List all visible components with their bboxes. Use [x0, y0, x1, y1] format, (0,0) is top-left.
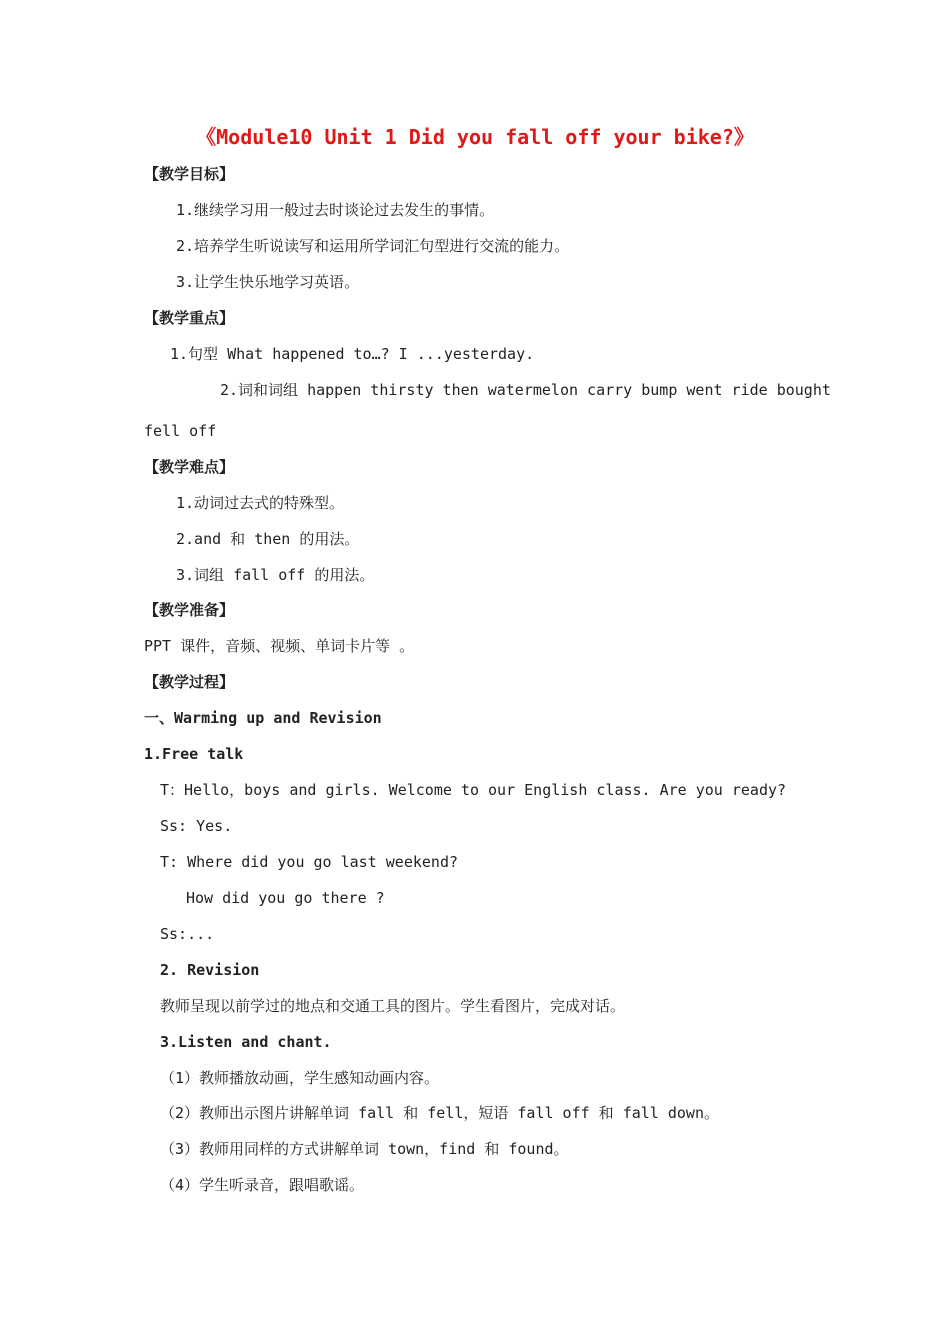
goal-item: 2.培养学生听说读写和运用所学词汇句型进行交流的能力。 [176, 237, 570, 255]
difficulty-item: 2.and 和 then 的用法。 [176, 530, 360, 548]
step-item: （4）学生听录音，跟唱歌谣。 [160, 1176, 365, 1194]
difficulty-item: 1.动词过去式的特殊型。 [176, 494, 345, 512]
goal-item: 3.让学生快乐地学习英语。 [176, 273, 360, 291]
document-title: 《Module10 Unit 1 Did you fall off your bike?》 [196, 125, 754, 149]
preparation-heading: 【教学准备】 [144, 601, 235, 619]
key-point-item-continued: fell off [144, 422, 217, 440]
difficulties-heading: 【教学难点】 [144, 458, 235, 476]
goal-item: 1.继续学习用一般过去时谈论过去发生的事情。 [176, 201, 495, 219]
step-item: （2）教师出示图片讲解单词 fall 和 fell，短语 fall off 和 fall down。 [160, 1104, 719, 1122]
goals-heading: 【教学目标】 [144, 165, 235, 183]
key-point-item: 1.句型 What happened to…? I ...yesterday. [170, 345, 535, 363]
dialogue-line: Ss: Yes. [160, 817, 233, 835]
step-heading: 3.Listen and chant. [160, 1033, 332, 1051]
dialogue-line: T：Hello，boys and girls. Welcome to our English class. Are you ready? [160, 781, 787, 799]
section-heading: 一、Warming up and Revision [144, 709, 382, 727]
key-points-heading: 【教学重点】 [144, 309, 235, 327]
preparation-text: PPT 课件，音频、视频、单词卡片等 。 [144, 637, 415, 655]
step-heading: 2. Revision [160, 961, 260, 979]
step-item: （3）教师用同样的方式讲解单词 town，find 和 found。 [160, 1140, 569, 1158]
difficulty-item: 3.词组 fall off 的用法。 [176, 566, 375, 584]
step-item: （1）教师播放动画，学生感知动画内容。 [160, 1069, 440, 1087]
dialogue-line: Ss:... [160, 925, 215, 943]
process-heading: 【教学过程】 [144, 673, 235, 691]
step-heading: 1.Free talk [144, 745, 244, 763]
dialogue-line: T: Where did you go last weekend? [160, 853, 459, 871]
dialogue-line: How did you go there ? [186, 889, 385, 907]
step-text: 教师呈现以前学过的地点和交通工具的图片。学生看图片，完成对话。 [160, 997, 626, 1015]
key-point-item: 2.词和词组 happen thirsty then watermelon carry bump went ride bought [220, 381, 831, 399]
